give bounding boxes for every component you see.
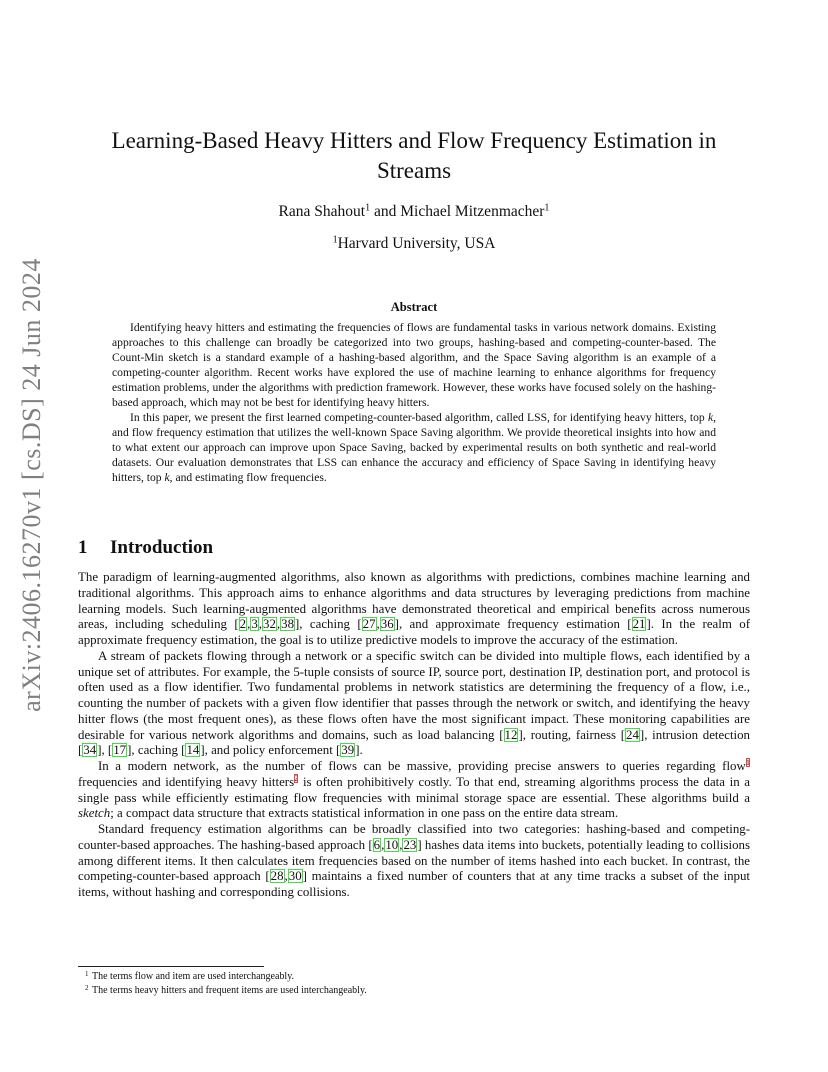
citation-link[interactable]: 14 xyxy=(186,743,200,758)
citation-link[interactable]: 36 xyxy=(380,617,394,632)
section-number: 1 xyxy=(78,537,88,558)
citation-link[interactable]: 27 xyxy=(362,617,376,632)
paper-title: Learning-Based Heavy Hitters and Flow Frequency Estimation in Streams xyxy=(111,128,717,183)
citation-link[interactable]: 21 xyxy=(632,617,646,632)
author-name: Rana Shahout xyxy=(278,203,366,220)
arxiv-identifier-stamp xyxy=(6,258,58,712)
author-separator: and xyxy=(370,203,401,220)
footnote-text: The terms flow and item are used interchangeably. xyxy=(92,971,295,982)
citation-link[interactable]: 28 xyxy=(270,869,284,884)
footnote-link[interactable]: 2 xyxy=(294,774,299,784)
footnote-divider xyxy=(78,966,264,967)
intro-paragraph: The paradigm of learning-augmented algorithms, also known as algorithms with predictions, combines machine learning and traditional algorithms. This approach aims to enhance algorithms and data structures by leveraging predictions from machine learning models. Such learning-augmented algorithms have demonstrated theoretical and empirical benefits across numerous areas, including scheduling [2,3,32,38], caching [27,36], and approximate frequency estimation [21]. In the realm of approximate frequency estimation, the goal is to utilize predictive models to improve the accuracy of the estimation. xyxy=(78,570,750,647)
intro-paragraph: In a modern network, as the number of flows can be massive, providing precise answers to queries regarding flow$^1$ frequencies and identifying heavy hitters$^2$ is often prohibitively costly. To that end, streaming algorithms process the data in a single pass while efficiently estimating flow frequencies with minimal storage space are essential. These algorithms build a sketch; a compact data structure that extracts statistical information in one pass on the entire data stream. xyxy=(78,758,750,821)
section-heading xyxy=(78,537,213,559)
arxiv-stamp-text: arXiv:2406.16270v1 [cs.DS] 24 Jun 2024 xyxy=(17,258,47,712)
affiliation-marker: 1 xyxy=(544,202,550,214)
affiliation-marker: 1 xyxy=(365,202,371,214)
intro-paragraph: A stream of packets flowing through a network or a specific switch can be divided into multiple flows, each identified by a unique set of attributes. For example, the 5-tuple consists of source IP, source port, destination IP, destination port, and protocol is often used as a flow identifier. Two fundamental problems in network statistics are determining the frequency of a flow, i.e., counting the number of packets with a given flow identifier that passes through the network or switch, and identifying the heavy hitter flows (the most frequent ones), as these flows often have the most significant impact. These monitoring capabilities are desirable for various network algorithms and domains, such as load balancing [12], routing, fairness [24], intrusion detection [34], [17], caching [14], and policy enforcement [39]. xyxy=(78,648,751,758)
author-list xyxy=(80,202,748,222)
footnote: 1 The terms flow and item are used interchangeably. xyxy=(85,970,295,982)
citation-link[interactable]: 23 xyxy=(403,837,417,852)
introduction-body xyxy=(78,570,750,901)
footnote-text: The terms heavy hitters and frequent items are used interchangeably. xyxy=(92,985,367,996)
section-title: Introduction xyxy=(110,537,214,558)
abstract-heading: Abstract xyxy=(390,300,438,314)
citation-link[interactable]: 10 xyxy=(385,837,399,852)
abstract-paragraph: Identifying heavy hitters and estimating the frequencies of flows are fundamental tasks in various network domains. Existing approaches to this challenge can broadly be categorized into two groups, hashing-based and competing-counter-based. The Count-Min sketch is a standard example of a hashing-based algorithm, and the Space Saving algorithm is an example of a competing-counter algorithm. Recent works have explored the use of machine learning to enhance algorithms for frequency estimation problems, under the algorithms with prediction framework. However, these works have focused solely on the hashing-based approach, which may not be best for identifying heavy hitters. xyxy=(112,321,716,409)
citation-link[interactable]: 32 xyxy=(263,617,276,632)
citation-link[interactable]: 17 xyxy=(113,743,127,758)
citation-link[interactable]: 6 xyxy=(373,837,381,852)
author-name: Michael Mitzenmacher xyxy=(400,203,545,220)
abstract-paragraph: In this paper, we present the first learned competing-counter-based algorithm, called LSS, for identifying heavy hitters, top k, and flow frequency estimation that utilizes the well-known Space Saving algorithm. We provide theoretical insights into how and to what extent our approach can improve upon Space Saving, backed by experimental results on both synthetic and real-world datasets. Our evaluation demonstrates that LSS can enhance the accuracy and efficiency of Space Saving in identifying heavy hitters, top k, and estimating flow frequencies. xyxy=(112,411,716,484)
footnote-link[interactable]: 1 xyxy=(745,758,750,768)
citation-link[interactable]: 24 xyxy=(626,727,639,742)
citation-link[interactable]: 38 xyxy=(281,617,295,632)
affiliation-marker: 1 xyxy=(332,234,338,246)
citation-link[interactable]: 30 xyxy=(288,869,302,884)
citation-link[interactable]: 2 xyxy=(239,617,247,632)
citation-link[interactable]: 34 xyxy=(83,743,97,758)
intro-paragraph: Standard frequency estimation algorithms can be broadly classified into two categories: hashing-based and competing-counter-based approaches. The hashing-based approach [6,10,23] hashes data items into buckets, potentially leading to collisions among different items. It then calculates item frequencies based on the number of items hashed into each bucket. In contrast, the competing-counter-based approach [28,30] maintains a fixed number of counters that at any time tracks a subset of the input items, without hashing and corresponding collisions. xyxy=(78,822,750,899)
affiliation-name: Harvard University, USA xyxy=(337,235,496,252)
footnotes xyxy=(85,970,732,998)
citation-link[interactable]: 39 xyxy=(341,743,355,758)
footnote: 2 The terms heavy hitters and frequent items are used interchangeably. xyxy=(85,984,367,996)
citation-link[interactable]: 12 xyxy=(504,727,518,742)
citation-link[interactable]: 3 xyxy=(251,617,258,632)
affiliation xyxy=(80,234,748,254)
abstract-body xyxy=(112,320,716,485)
